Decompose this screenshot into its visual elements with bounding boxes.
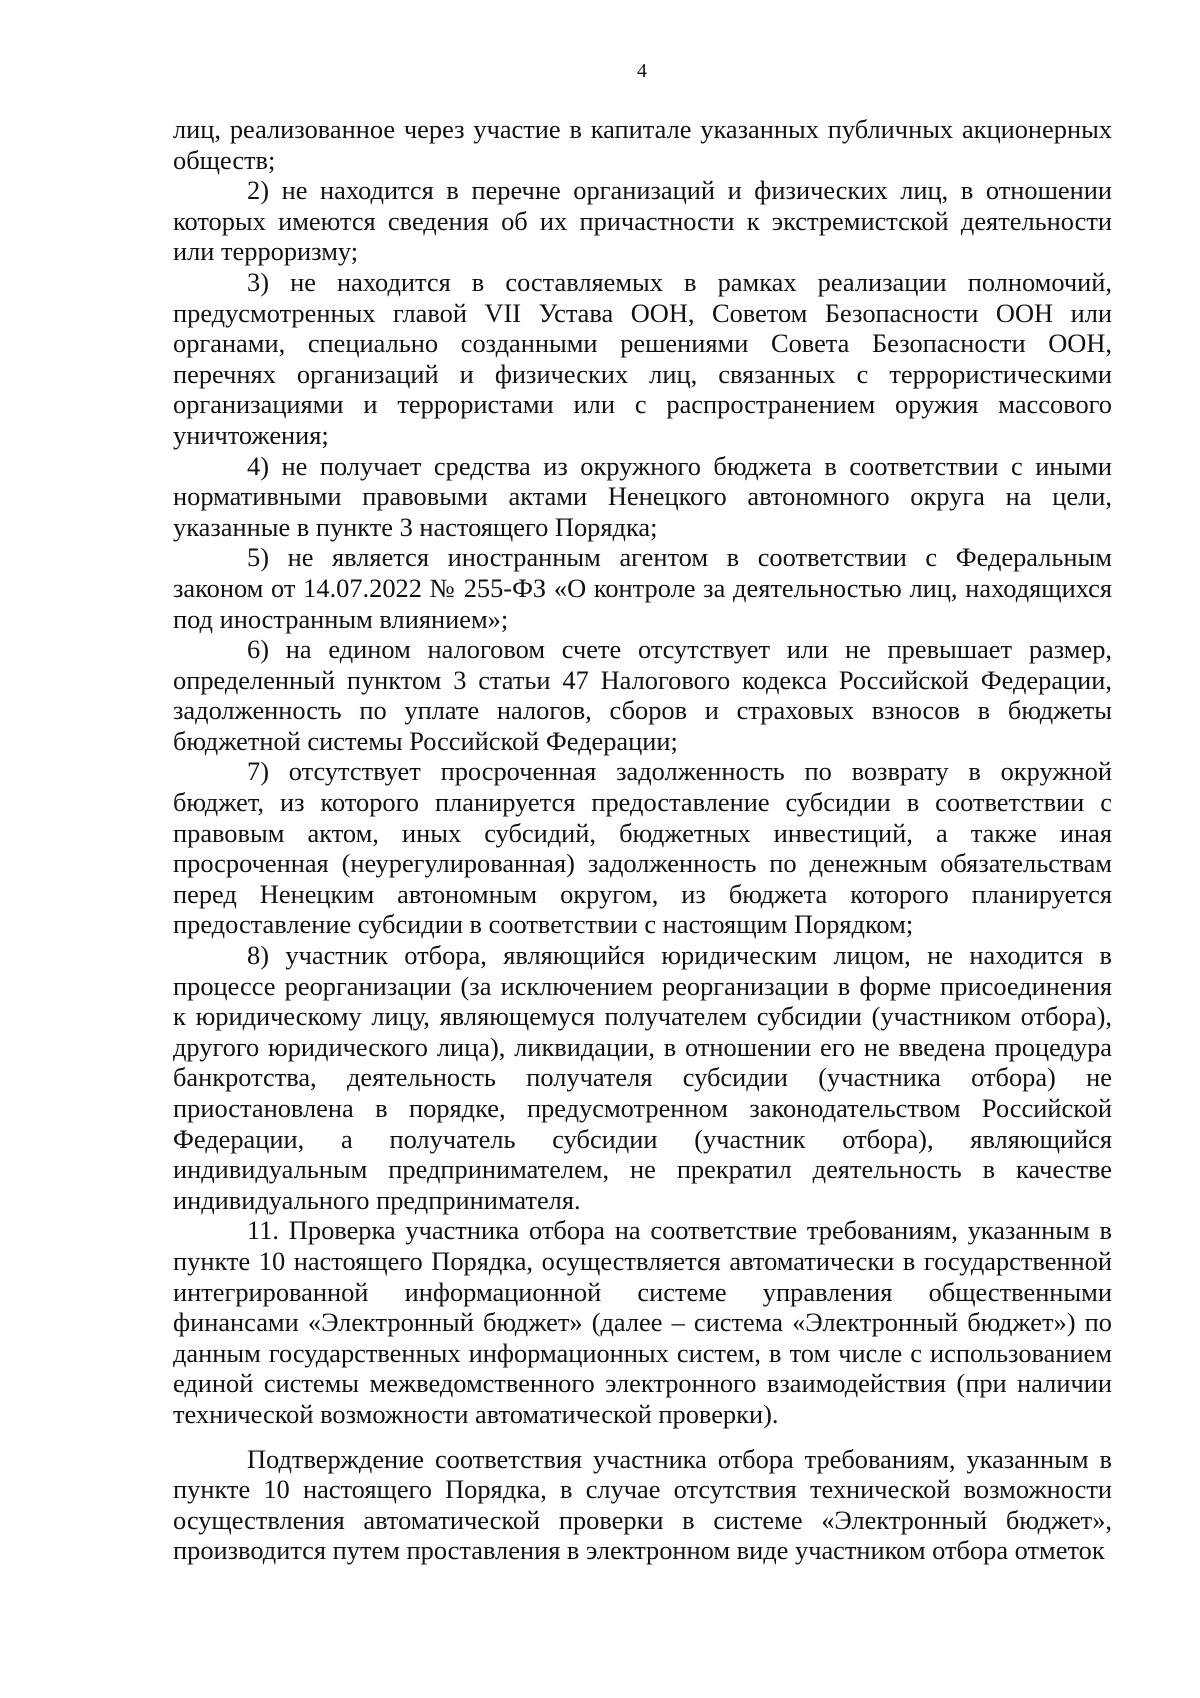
page-number: 4 bbox=[637, 60, 647, 82]
paragraph-continuation: лиц, реализованное через участие в капитале указанных публичных акционерных обществ; bbox=[173, 114, 1112, 175]
paragraph-item-5: 5) не является иностранным агентом в соответствии с Федеральным законом от 14.07.2022 № 255-ФЗ «О контроле за деятельностью лиц, находящихся под иностранным влиянием»; bbox=[173, 542, 1112, 634]
paragraph-item-4: 4) не получает средства из окружного бюджета в соответствии с иными нормативными правовыми актами Ненецкого автономного округа на цели, указанные в пункте 3 настоящего Порядка; bbox=[173, 450, 1112, 542]
paragraph-item-6: 6) на едином налоговом счете отсутствует или не превышает размер, определенный пунктом 3 статьи 47 Налогового кодекса Российской Федерации, задолженность по уплате налогов, сборов и страховых взносов в бюджеты бюджетной системы Российской Федерации; bbox=[173, 634, 1112, 756]
paragraph-clause-11: 11. Проверка участника отбора на соответствие требованиям, указанным в пункте 10 настоящего Порядка, осуществляется автоматически в государственной интегрированной информационной системе управления общественными финансами «Электронный бюджет» (далее – система «Электронный бюджет») по данным государственных информационных систем, в том числе с использованием единой системы межведомственного электронного взаимодействия (при наличии технической возможности автоматической проверки). bbox=[173, 1215, 1112, 1429]
paragraph-confirmation: Подтверждение соответствия участника отбора требованиям, указанным в пункте 10 настоящего Порядка, в случае отсутствия технической возможности осуществления автоматической проверки в системе «Электронный бюджет», производится путем проставления в электронном виде участником отбора отметок bbox=[173, 1443, 1112, 1566]
paragraph-item-2: 2) не находится в перечне организаций и физических лиц, в отношении которых имеются сведения об их причастности к экстремистской деятельности или терроризму; bbox=[173, 175, 1112, 267]
paragraph-item-3: 3) не находится в составляемых в рамках реализации полномочий, предусмотренных главой VII Устава ООН, Советом Безопасности ООН или органами, специально созданными решениями Совета Безопасности ООН, перечнях организаций и физических лиц, связанных с террористическими организациями и террористами или с распространением оружия массового уничтожения; bbox=[173, 266, 1112, 450]
paragraph-item-7: 7) отсутствует просроченная задолженность по возврату в окружной бюджет, из которого планируется предоставление субсидии в соответствии с правовым актом, иных субсидий, бюджетных инвестиций, а также иная просроченная (неурегулированная) задолженность по денежным обязательствам перед Ненецким автономным округом, из бюджета которого планируется предоставление субсидии в соответствии с настоящим Порядком; bbox=[173, 756, 1112, 940]
paragraph-item-8: 8) участник отбора, являющийся юридическим лицом, не находится в процессе реорганизации (за исключением реорганизации в форме присоединения к юридическому лицу, являющемуся получателем субсидии (участником отбора), другого юридического лица), ликвидации, в отношении его не введена процедура банкротства, деятельность получателя субсидии (участника отбора) не приостановлена в порядке, предусмотренном законодательством Российской Федерации, а получатель субсидии (участник отбора), являющийся индивидуальным предпринимателем, не прекратил деятельность в качестве индивидуального предпринимателя. bbox=[173, 940, 1112, 1215]
document-body bbox=[173, 114, 1112, 1566]
